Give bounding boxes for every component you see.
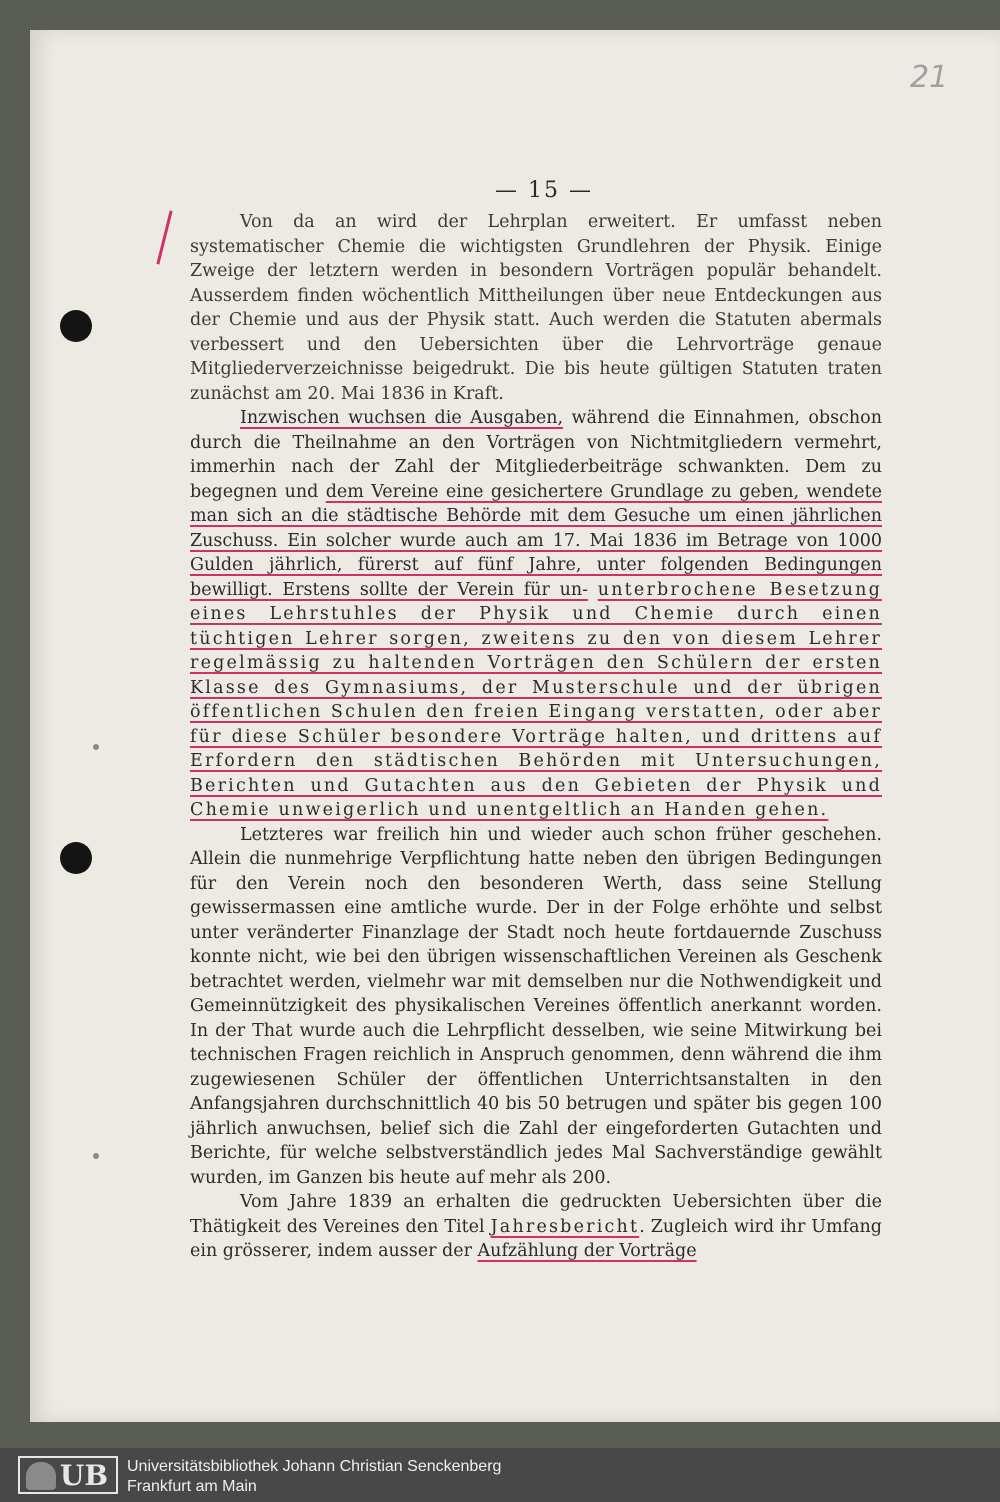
- library-footer: [0, 1448, 1000, 1502]
- library-name: Universitätsbibliothek Johann Christian Senckenberg: [127, 1458, 502, 1475]
- paragraph-4: [190, 1190, 882, 1264]
- punch-hole-bottom: [60, 842, 92, 874]
- text-run: während die Einnahmen, obschon durch die Theilnahme an den Vorträgen von Nichtmitgliedern vermehrt, immerhin nach der Zahl der Mitgliederbeiträge schwankten. Dem zu begegnen und: [190, 408, 882, 502]
- paragraph-3: Letzteres war freilich hin und wieder auch schon früher geschehen. Allein die nunmehrige Verpflichtung hatte neben den übrigen Bedingungen für den Verein noch den besonderen Werth, dass seine Stellung gewissermassen eine amtliche wurde. Der in der Folge erhöhte und selbst unter veränderter Finanzlage der Stadt noch heute fortdauernde Zuschuss konnte nicht, wie bei den übrigen wissenschaftlichen Vereinen als Geschenk betrachtet werden, vielmehr war mit demselben nur die Nothwendigkeit und Gemeinnützigkeit des physikalischen Vereines öffentlich anerkannt worden. In der That wurde auch die Lehrpflicht desselben, wie seine Mitwirkung bei technischen Fragen reichlich in Anspruch genommen, denn während die ihm zugewiesenen Schüler der öffentlichen Unterrichtsanstalten in den Anfangsjahren durchschnittlich 40 bis 50 betrugen und später bis gegen 100 jährlich anwuchsen, belief sich die Zahl der eingeforderten Gutachten und Berichte, für welche selbstverständlich jedes Mal Sachverständige gewählt wurden, im Ganzen bis heute auf mehr als 200.: [190, 824, 882, 1188]
- library-city: Frankfurt am Main: [127, 1478, 257, 1495]
- underlined-title: Jahresbericht: [490, 1216, 640, 1237]
- body-text: [190, 210, 882, 1264]
- text-run: . Zugleich wird ihr Umfang ein grösserer, indem ausser der: [190, 1216, 882, 1261]
- underlined-spaced-passage: unterbrochene Besetzung eines Lehrstuhles der Physik und Chemie durch einen tüchtigen Lehrer sorgen, zweitens zu den von diesem Lehrer regelmässig zu haltenden Vorträgen den Schülern der ersten Klasse des Gymnasiums, der Musterschule und der übrigen öffentlichen Schulen den freien Eingang verstatten, oder aber für diese Schüler besondere Vorträge halten, und drittens auf Erfordern den städtischen Behörden mit Untersuchungen, Berichten und Gutachten aus den Gebieten der Physik und Chemie unweigerlich und unentgeltlich an Handen gehen.: [190, 579, 882, 820]
- paragraph-2: [190, 406, 882, 823]
- logo-text: UB: [59, 1458, 108, 1492]
- ub-logo[interactable]: [18, 1456, 118, 1494]
- page-number: — 15 —: [495, 178, 593, 203]
- footer-text: [127, 1457, 501, 1497]
- underlined-passage: dem Vereine eine gesichertere Grundlage zu geben, wendete man sich an die städtische Behörde mit dem Gesuche um einen jährlichen Zuschuss. Ein solcher wurde auch am 17. Mai 1836 im Betrage von 1000 Gulden jährlich, fürerst auf fünf Jahre, unter folgenden Bedingungen bewilligt. Erstens sollte der Verein für un-: [190, 481, 882, 600]
- portrait-bust-icon: [26, 1462, 56, 1490]
- paragraph-1: Von da an wird der Lehrplan erweitert. Er umfasst neben systematischer Chemie die wichtigsten Grundlehren der Physik. Einige Zweige der letztern werden in besondern Vorträgen populär behandelt. Ausserdem finden wöchentlich Mittheilungen über neue Entdeckungen aus der Chemie und aus der Physik statt. Auch werden die Statuten abermals verbessert und den Uebersichten über die Lehrvorträge genaue Mitgliederverzeichnisse beigedrukt. Die bis heute gültigen Statuten traten zunächst am 20. Mai 1836 in Kraft.: [190, 212, 882, 404]
- text-run: Vom Jahre 1839 an erhalten die gedruckten Uebersichten über die Thätigkeit des Vereines den Titel: [190, 1192, 882, 1237]
- underlined-phrase: Aufzählung der Vorträge: [477, 1241, 697, 1261]
- pin-mark: [93, 744, 99, 750]
- underlined-phrase: Inzwischen wuchsen die Ausgaben,: [240, 408, 564, 428]
- pencil-annotation: 21: [910, 60, 949, 95]
- pin-mark: [93, 1153, 99, 1159]
- punch-hole-top: [60, 310, 92, 342]
